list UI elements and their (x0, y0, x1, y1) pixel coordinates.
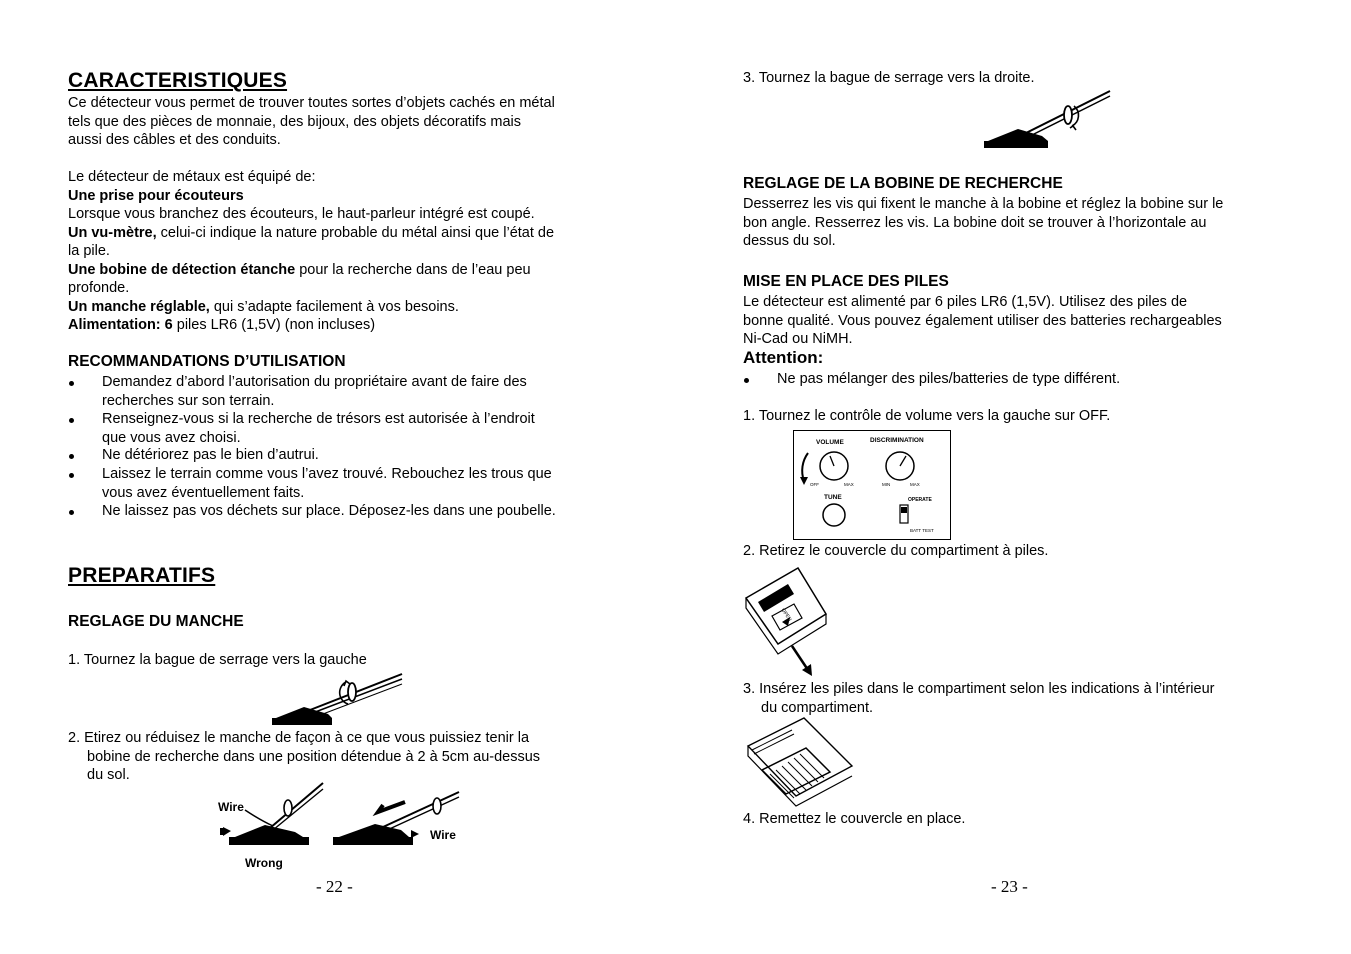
reco-5-line-1: Ne laissez pas vos déchets sur place. Déposez-les dans une poubelle. (102, 503, 556, 519)
bullet-icon (744, 378, 749, 383)
reco-1-line-1: Demandez d’abord l’autorisation du propriétaire avant de faire des (102, 374, 527, 390)
attention-label: Attention: (743, 348, 824, 367)
reco-2-line-2: que vous avez choisi. (102, 429, 241, 446)
label-operate: OPERATE (908, 497, 932, 503)
step-2-line-3: du sol. (87, 767, 130, 783)
equipped-text: Le détecteur de métaux est équipé de: (68, 169, 316, 185)
label-wrong: Wrong (245, 856, 283, 870)
label-wire-1: Wire (218, 800, 244, 814)
battery-cover-illustration (744, 566, 834, 678)
feature-vumeter: Un vu-mètre, celui-ci indique la nature probable du métal ainsi que l’état de (68, 224, 555, 241)
piles-line-1: Le détecteur est alimenté par 6 piles LR6 (1,5V). Utilisez des piles de (743, 294, 1188, 310)
piles-step-4: 4. Remettez le couvercle en place. (743, 811, 966, 827)
label-max: MAX (844, 482, 854, 487)
bobine-line-2: bon angle. Resserrez les vis. La bobine doit se trouver à l’horizontale au (743, 214, 1207, 231)
piles-step-3-line-2: du compartiment. (761, 699, 874, 716)
feature-power: Alimentation: 6 piles LR6 (1,5V) (non incluses) (68, 317, 376, 333)
bullet-icon (69, 381, 74, 386)
step-2-line-1: 2. Etirez ou réduisez le manche de façon à ce que vous puissiez tenir la (68, 730, 530, 746)
label-tune: TUNE (824, 494, 842, 501)
heading-preparatifs: PREPARATIFS (68, 564, 216, 587)
collar-right-illustration (982, 88, 1112, 150)
label-off: OFF (810, 482, 819, 487)
feature-coil: Une bobine de détection étanche pour la recherche dans de l’eau peu (68, 261, 531, 278)
bullet-icon (69, 510, 74, 515)
piles-step-3-line-1: 3. Insérez les piles dans le compartiment selon les indications à l’intérieur (743, 681, 1215, 697)
attention-text: Ne pas mélanger des piles/batteries de type différent. (777, 371, 1121, 387)
label-min: MIN (882, 482, 891, 487)
label-batt-test: BATT TEST (910, 528, 934, 533)
feature-handle: Un manche réglable, qui s’adapte facilement à vos besoins. (68, 298, 459, 315)
feature-headphone-title: Une prise pour écouteurs (68, 187, 244, 204)
feature-vumeter-cont: la pile. (68, 243, 110, 259)
piles-line-3: Ni-Cad ou NiMH. (743, 331, 853, 347)
bullet-icon (69, 473, 74, 478)
label-open: OPEN (779, 607, 793, 623)
step-1-text: 1. Tournez la bague de serrage vers la gauche (68, 652, 367, 668)
collar-left-illustration (270, 670, 410, 730)
feature-coil-cont: profonde. (68, 280, 130, 296)
heading-recommandations: RECOMMANDATIONS D’UTILISATION (68, 353, 346, 370)
label-wire-2: Wire (430, 828, 456, 842)
heading-piles: MISE EN PLACE DES PILES (743, 273, 949, 290)
bullet-icon (69, 418, 74, 423)
reco-3-line-1: Ne détériorez pas le bien d’autrui. (102, 447, 319, 463)
piles-line-2: bonne qualité. Vous pouvez également utiliser des batteries rechargeables (743, 312, 1222, 329)
battery-compartment-illustration (746, 716, 856, 808)
label-discrimination: DISCRIMINATION (870, 437, 924, 444)
label-max-2: MAX (910, 482, 920, 487)
heading-bobine: REGLAGE DE LA BOBINE DE RECHERCHE (743, 175, 1063, 192)
piles-step-1: 1. Tournez le contrôle de volume vers la gauche sur OFF. (743, 408, 1111, 424)
reco-4-line-1: Laissez le terrain comme vous l’avez trouvé. Rebouchez les trous que (102, 466, 552, 482)
step-3-text: 3. Tournez la bague de serrage vers la droite. (743, 70, 1035, 86)
reco-1-line-2: recherches sur son terrain. (102, 392, 275, 409)
intro-line-1: Ce détecteur vous permet de trouver toutes sortes d’objets cachés en métal (68, 95, 555, 111)
intro-line-3: aussi des câbles et des conduits. (68, 132, 281, 148)
page-number-22: - 22 - (316, 877, 353, 896)
heading-reglage-manche: REGLAGE DU MANCHE (68, 613, 244, 630)
heading-caracteristiques: CARACTERISTIQUES (68, 69, 288, 92)
reco-2-line-1: Renseignez-vous si la recherche de trésors est autorisée à l’endroit (102, 411, 535, 427)
page-number-23: - 23 - (991, 877, 1028, 896)
bobine-line-3: dessus du sol. (743, 233, 836, 249)
intro-line-2: tels que des pièces de monnaie, des bijoux, des objets décoratifs mais (68, 113, 521, 130)
feature-headphone-text: Lorsque vous branchez des écouteurs, le haut-parleur intégré est coupé. (68, 206, 535, 222)
reco-4-line-2: vous avez éventuellement faits. (102, 484, 305, 501)
label-volume: VOLUME (816, 439, 844, 446)
bobine-line-1: Desserrez les vis qui fixent le manche à la bobine et réglez la bobine sur le (743, 196, 1224, 212)
bullet-icon (69, 454, 74, 459)
piles-step-2: 2. Retirez le couvercle du compartiment à piles. (743, 543, 1049, 559)
control-panel-illustration (793, 430, 951, 540)
step-2-line-2: bobine de recherche dans une position détendue à 2 à 5cm au-dessus (87, 748, 541, 765)
